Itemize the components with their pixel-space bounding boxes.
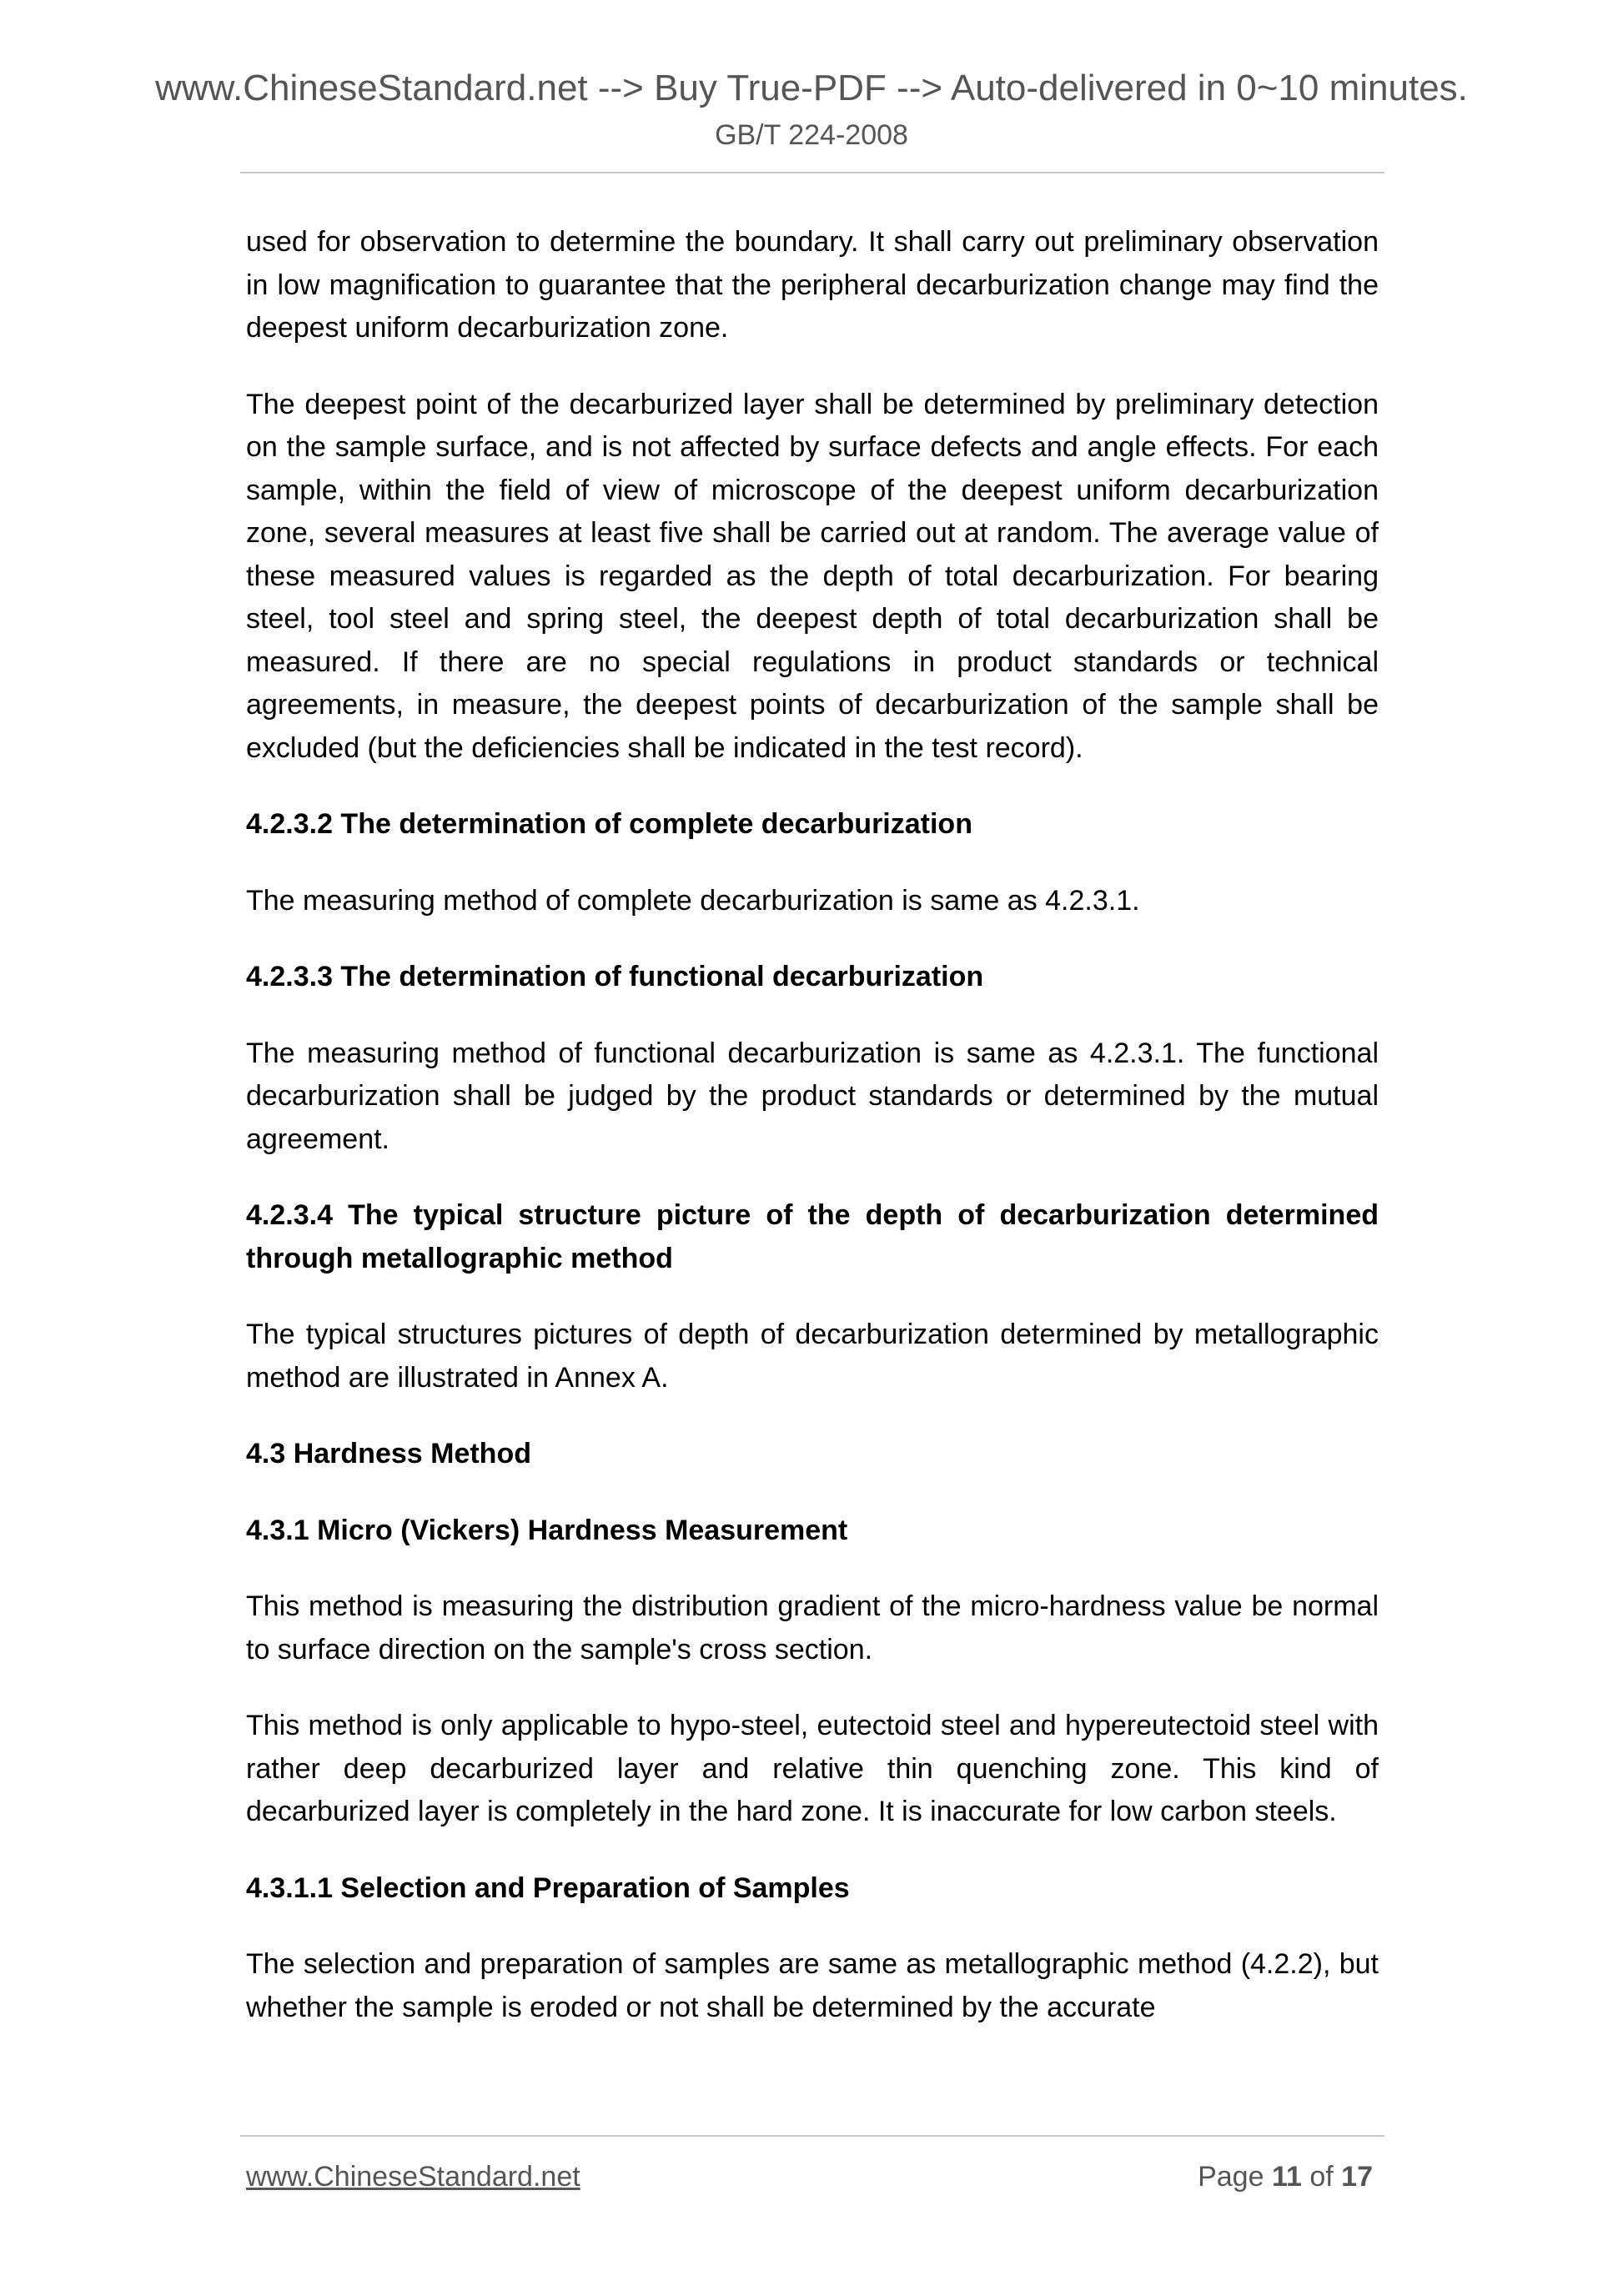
paragraph: The measuring method of complete decarburization is same as 4.2.3.1.: [246, 884, 1140, 917]
page-number: [1198, 2158, 1373, 2195]
paragraph: The typical structures pictures of depth of decarburization determined by metallographic method are illustrated in Annex A.: [246, 1319, 1379, 1394]
page-total: 17: [1341, 2161, 1373, 2193]
paragraph: used for observation to determine the boundary. It shall carry out preliminary observation in low magnification to guarantee that the peripheral decarburization change may find the deepest uniform decarburization zone.: [246, 226, 1379, 344]
section-heading: 4.3 Hardness Method: [246, 1438, 531, 1470]
footer-website-link[interactable]: www.ChineseStandard.net: [246, 2161, 580, 2193]
page-label: Page: [1198, 2161, 1264, 2193]
document-id: GB/T 224-2008: [715, 119, 908, 151]
header-banner: www.ChineseStandard.net --> Buy True-PDF --> Auto-delivered in 0~10 minutes.: [155, 68, 1468, 108]
footer-divider: [240, 2135, 1384, 2137]
page-of: of: [1309, 2161, 1334, 2193]
section-heading: 4.2.3.2 The determination of complete decarburization: [246, 808, 972, 840]
paragraph: This method is measuring the distribution gradient of the micro-hardness value be normal to surface direction on the sample's cross section.: [246, 1590, 1379, 1665]
paragraph: The deepest point of the decarburized layer shall be determined by preliminary detection on the sample surface, and is not affected by surface defects and angle effects. For each sample, within the field of view of microscope of the deepest uniform decarburization zone, several measures at least five shall be carried out at random. The average value of these measured values is regarded as the depth of total decarburization. For bearing steel, tool steel and spring steel, the deepest depth of total decarburization shall be measured. If there are no special regulations in product standards or technical agreements, in measure, the deepest points of decarburization of the sample shall be excluded (but the deficiencies shall be indicated in the test record).: [246, 388, 1379, 764]
page-current: 11: [1271, 2161, 1302, 2193]
paragraph: The measuring method of functional decarburization is same as 4.2.3.1. The functional decarburization shall be judged by the product standards or determined by the mutual agreement.: [246, 1037, 1379, 1155]
section-heading: 4.3.1 Micro (Vickers) Hardness Measurement: [246, 1514, 848, 1546]
header-divider: [240, 172, 1384, 173]
section-heading: 4.2.3.4 The typical structure picture of the depth of decarburization determined through metallographic method: [246, 1199, 1379, 1274]
paragraph: This method is only applicable to hypo-steel, eutectoid steel and hypereutectoid steel with rather deep decarburized layer and relative thin quenching zone. This kind of decarburized layer is completely in the hard zone. It is inaccurate for low carbon steels.: [246, 1710, 1379, 1827]
paragraph: The selection and preparation of samples are same as metallographic method (4.2.2), but whether the sample is eroded or not shall be determined by the accurate: [246, 1948, 1379, 2023]
section-heading: 4.3.1.1 Selection and Preparation of Samples: [246, 1871, 850, 1904]
section-heading: 4.2.3.3 The determination of functional decarburization: [246, 961, 984, 992]
page-body: [246, 221, 1379, 2062]
